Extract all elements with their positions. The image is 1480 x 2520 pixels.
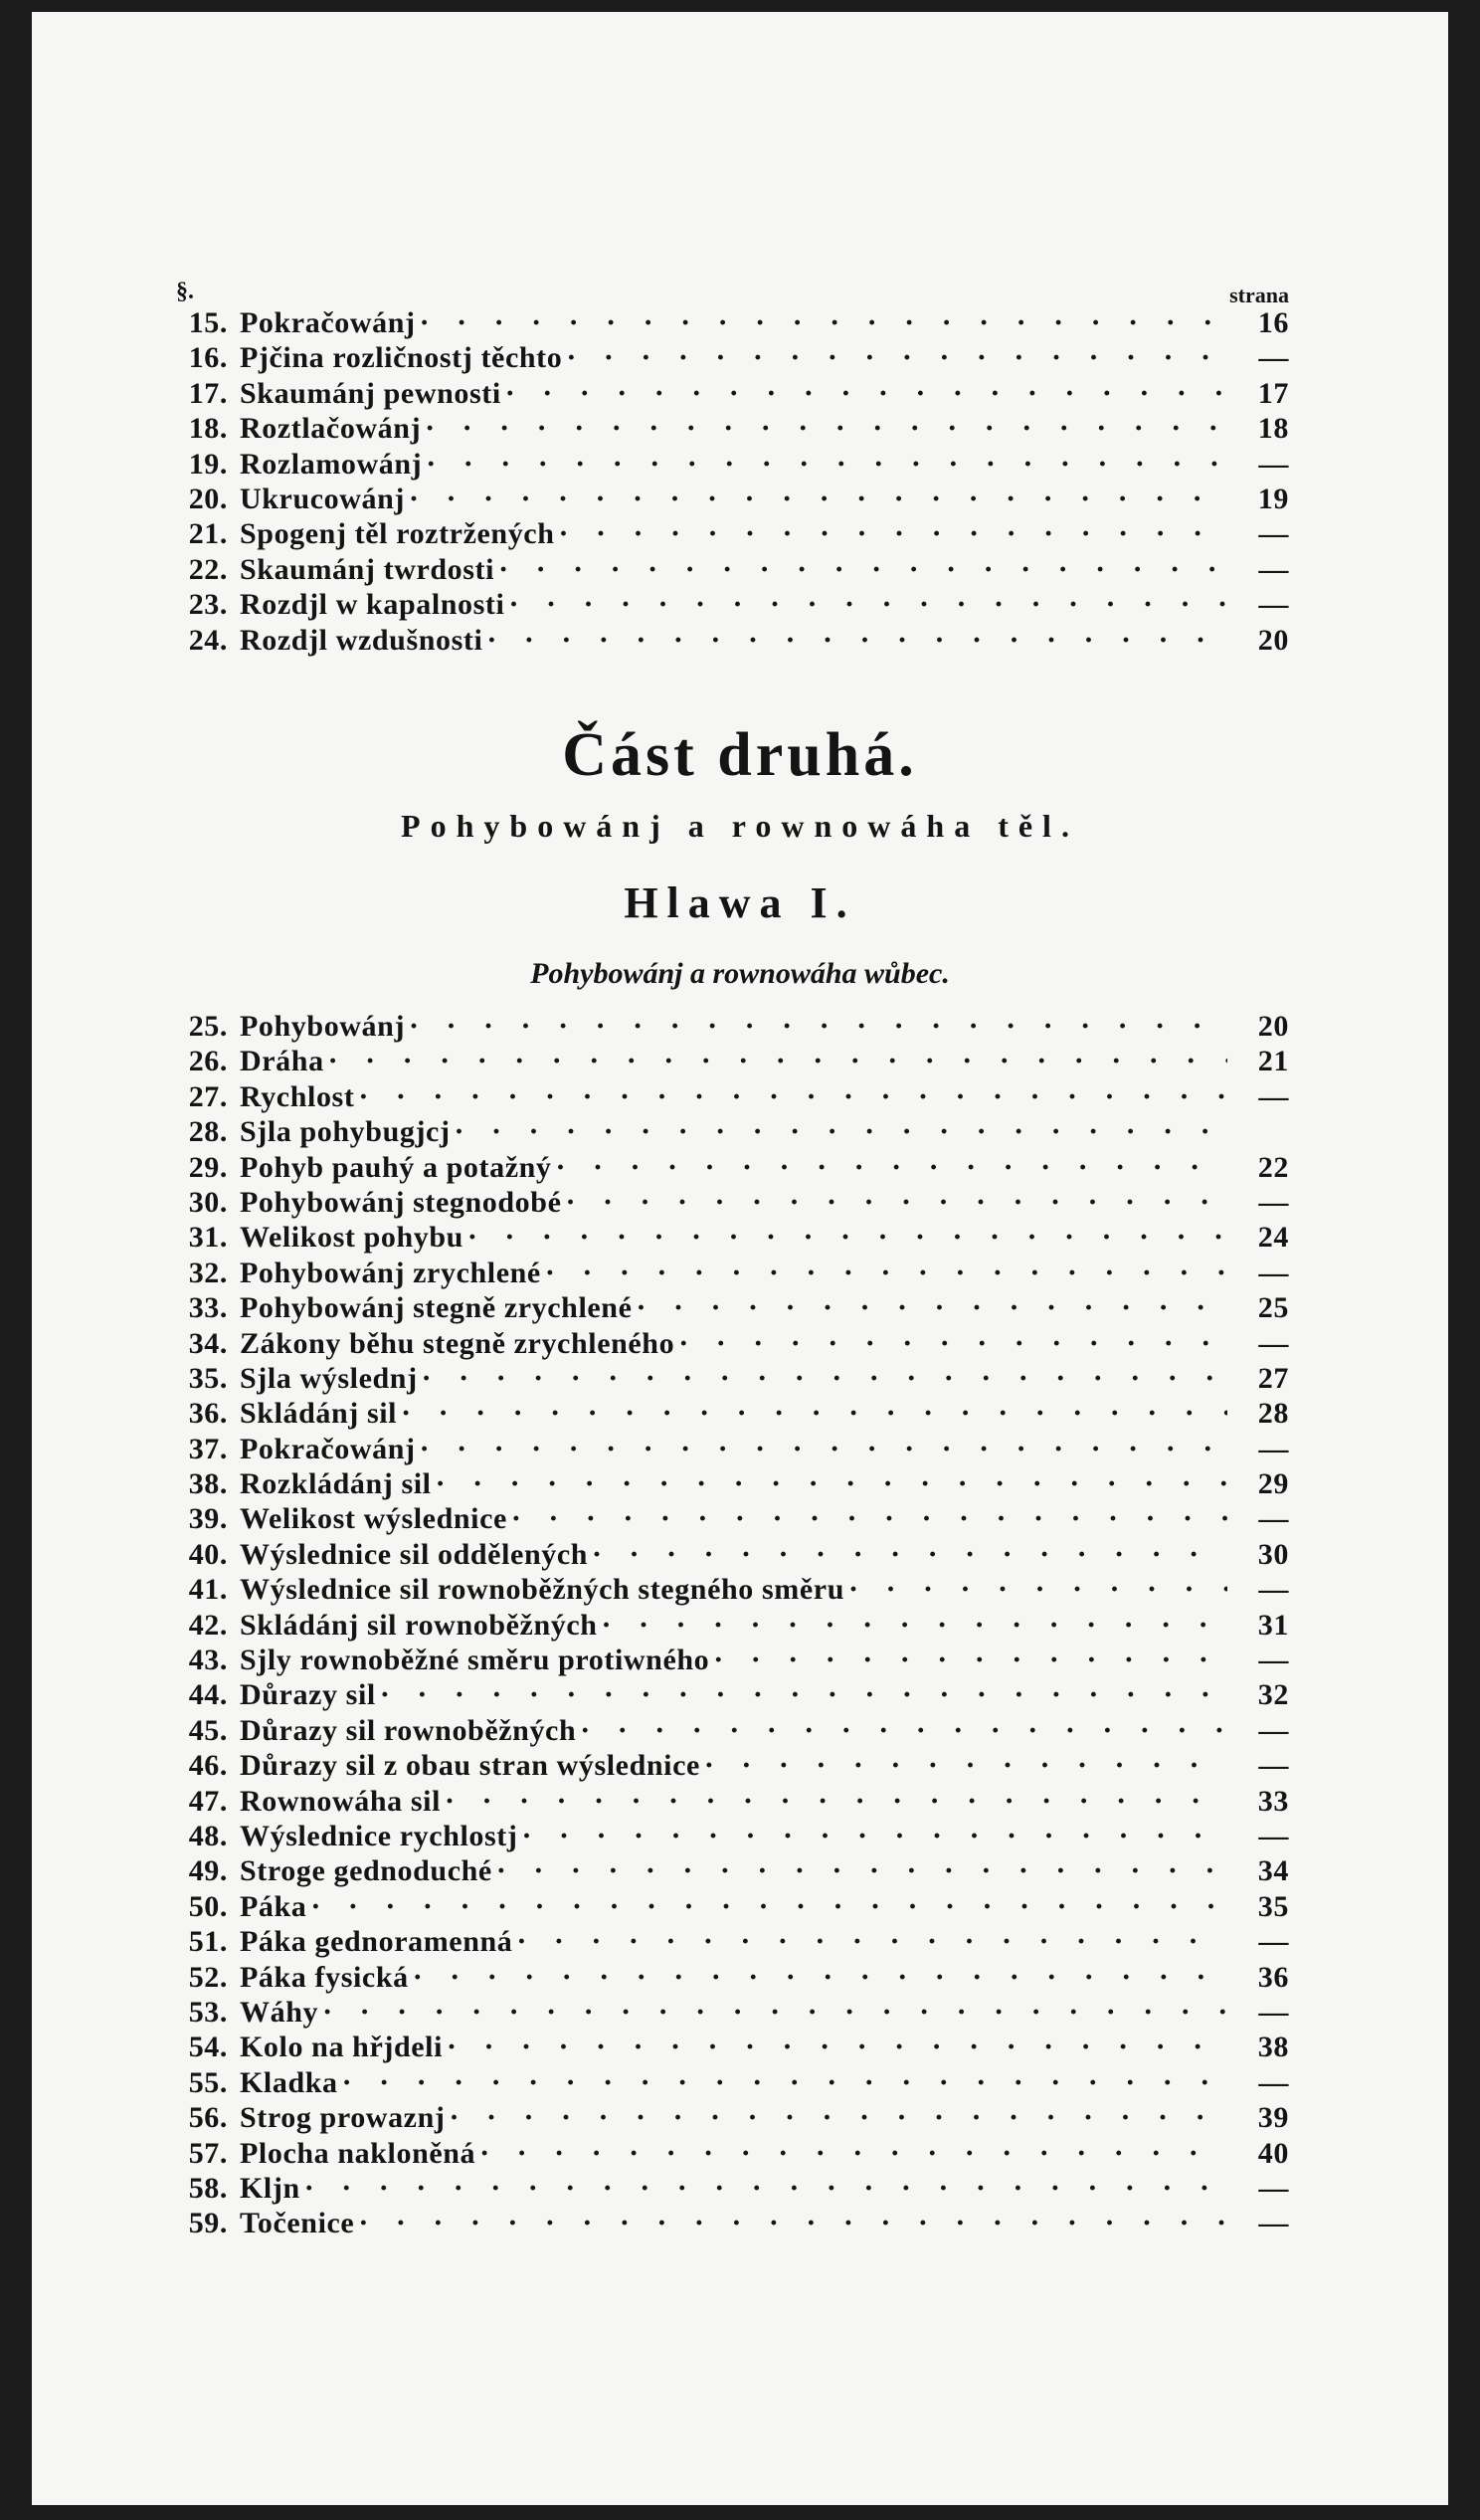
entry-number: 20.: [188, 482, 228, 515]
entry-title: Rychlost: [240, 1079, 355, 1113]
entry-page: —: [1258, 1925, 1289, 1959]
toc-entry: [158, 553, 1297, 588]
book-page: [32, 12, 1448, 2505]
toc-entry: [158, 1785, 1297, 1820]
entry-title: Kladka: [240, 2065, 338, 2099]
dot-leader: [576, 1714, 1227, 1748]
entry-page: —: [1258, 1573, 1289, 1607]
entry-number: 31.: [188, 1221, 228, 1255]
entry-page: —: [1258, 1326, 1289, 1360]
entry-title: Páka fysická: [240, 1960, 409, 1994]
chapter-subtitle: Pohybowánj a rownowáha wůbec.: [530, 957, 950, 990]
toc-entry: [158, 1151, 1297, 1186]
chapter-title: Hlawa I.: [624, 878, 856, 927]
entry-number: 37.: [188, 1432, 228, 1465]
entry-page: 18: [1257, 412, 1289, 446]
entry-page: —: [1258, 1995, 1289, 2029]
entry-number: 36.: [188, 1397, 228, 1431]
part-subtitle: Pohybowánj a rownowáha těl.: [401, 808, 1079, 844]
toc-entry: [158, 483, 1297, 517]
entry-title: Důrazy sil rownoběžných: [240, 1713, 577, 1747]
entry-page: 38: [1257, 2031, 1289, 2064]
toc-entry: [158, 2101, 1297, 2136]
entry-page: —: [1258, 552, 1289, 586]
entry-number: 27.: [188, 1079, 228, 1113]
toc-entry: [158, 1538, 1297, 1573]
entry-title: Pohyb pauhý a potažný: [240, 1150, 552, 1184]
entry-title: Skládánj sil: [240, 1397, 398, 1431]
entry-page: —: [1258, 1432, 1289, 1465]
toc-entry: [158, 412, 1297, 447]
entry-number: 38.: [188, 1467, 228, 1501]
toc-entry: [158, 1996, 1297, 2031]
toc-entry: [158, 1433, 1297, 1467]
toc-entry: [158, 1327, 1297, 1362]
toc-top-list: [158, 279, 1297, 659]
entry-title: Rozdjl w kapalnosti: [240, 588, 505, 622]
entry-number: 46.: [188, 1749, 228, 1783]
toc-entry: [158, 2137, 1297, 2172]
dot-leader: [512, 1925, 1227, 1959]
entry-title: Sjla pohybugjcj: [240, 1115, 451, 1149]
entry-number: 44.: [188, 1678, 228, 1712]
entry-title: Pohybowánj stegně zrychlené: [240, 1291, 633, 1325]
entry-page: —: [1258, 1819, 1289, 1852]
entry-title: Pokračowánj: [240, 306, 416, 339]
entry-title: Welikost pohybu: [240, 1221, 463, 1255]
entry-number: 58.: [188, 2171, 228, 2205]
dot-leader: [318, 1996, 1227, 2030]
dot-leader: [405, 483, 1227, 516]
entry-number: 22.: [188, 552, 228, 586]
toc-entry: [158, 1080, 1297, 1115]
entry-number: 35.: [188, 1361, 228, 1395]
toc-entry: [158, 1291, 1297, 1326]
entry-number: 34.: [188, 1326, 228, 1360]
entry-title: Wáhy: [240, 1995, 319, 2029]
entry-number: 52.: [188, 1960, 228, 1994]
toc-entry: [158, 1115, 1297, 1150]
toc-entry: [158, 1186, 1297, 1221]
dot-leader: [504, 588, 1227, 622]
entry-title: Ukrucowánj: [240, 482, 406, 515]
entry-title: Skaumánj twrdosti: [240, 552, 495, 586]
dot-leader: [421, 412, 1227, 446]
dot-leader: [633, 1291, 1228, 1325]
entry-title: Pjčina rozličnostj těchto: [240, 341, 563, 375]
toc-entry: [158, 377, 1297, 412]
entry-page: —: [1258, 588, 1289, 622]
dot-leader: [463, 1221, 1227, 1255]
toc-bottom-list: [158, 1010, 1297, 2242]
entry-page: 33: [1257, 1784, 1289, 1818]
toc-entry: [158, 1854, 1297, 1889]
entry-title: Kljn: [240, 2171, 300, 2205]
toc-entry: [158, 1609, 1297, 1644]
entry-title: Pokračowánj: [240, 1432, 416, 1465]
entry-page: 39: [1257, 2101, 1289, 2135]
dot-leader: [445, 2101, 1227, 2135]
entry-page: —: [1258, 341, 1289, 375]
toc-entry: [158, 448, 1297, 483]
entry-number: 19.: [188, 447, 228, 481]
entry-title: Páka: [240, 1889, 307, 1923]
entry-page: 16: [1257, 306, 1289, 339]
toc-entry: [158, 1749, 1297, 1784]
entry-number: 17.: [188, 376, 228, 410]
toc-entry: [158, 2172, 1297, 2207]
entry-number: 24.: [188, 623, 228, 657]
toc-column-header: [158, 279, 1297, 306]
entry-page: 29: [1257, 1467, 1289, 1501]
entry-title: Welikost wýslednice: [240, 1502, 507, 1536]
dot-leader: [416, 1433, 1227, 1466]
dot-leader: [507, 1502, 1227, 1536]
entry-number: 49.: [188, 1854, 228, 1888]
dot-leader: [674, 1327, 1227, 1361]
entry-title: Pohybowánj: [240, 1010, 406, 1043]
toc-entry: [158, 1502, 1297, 1537]
toc-entry: [158, 2066, 1297, 2101]
toc-entry: [158, 1961, 1297, 1996]
part-title: Část druhá.: [562, 721, 918, 789]
dot-leader: [475, 2137, 1227, 2171]
entry-page: 17: [1257, 376, 1289, 410]
entry-page: —: [1258, 2171, 1289, 2205]
entry-title: Wýslednice sil oddělených: [240, 1537, 589, 1571]
entry-title: Zákony běhu stegně zrychleného: [240, 1326, 675, 1360]
entry-page: —: [1258, 2065, 1289, 2099]
entry-page: 24: [1257, 1221, 1289, 1255]
entry-number: 32.: [188, 1256, 228, 1289]
entry-page: —: [1258, 1749, 1289, 1783]
dot-leader: [844, 1573, 1227, 1607]
entry-title: Roztlačowánj: [240, 412, 422, 446]
toc-entry: [158, 1045, 1297, 1079]
entry-page: 28: [1257, 1397, 1289, 1431]
toc-entry: [158, 1362, 1297, 1397]
entry-number: 16.: [188, 341, 228, 375]
dot-leader: [432, 1467, 1227, 1501]
dot-leader: [517, 1820, 1227, 1853]
entry-number: 26.: [188, 1045, 228, 1078]
entry-number: 56.: [188, 2101, 228, 2135]
entry-title: Důrazy sil: [240, 1678, 376, 1712]
dot-leader: [562, 341, 1227, 375]
entry-number: 51.: [188, 1925, 228, 1959]
entry-page: —: [1258, 1713, 1289, 1747]
entry-title: Spogenj těl roztržených: [240, 517, 555, 551]
entry-number: 25.: [188, 1010, 228, 1043]
entry-page: 40: [1257, 2136, 1289, 2170]
section-symbol: §.: [176, 279, 194, 304]
dot-leader: [492, 1854, 1227, 1888]
entry-number: 50.: [188, 1889, 228, 1923]
entry-title: Skládánj sil rownoběžných: [240, 1608, 598, 1642]
dot-leader: [598, 1609, 1227, 1643]
toc-entry: [158, 1397, 1297, 1432]
toc-entry: [158, 341, 1297, 376]
entry-title: Rozkládánj sil: [240, 1467, 432, 1501]
toc-entry: [158, 2031, 1297, 2065]
dot-leader: [409, 1961, 1227, 1995]
entry-title: Pohybowánj zrychlené: [240, 1256, 541, 1289]
entry-number: 59.: [188, 2207, 228, 2240]
dot-leader: [376, 1678, 1227, 1712]
entry-page: 35: [1257, 1889, 1289, 1923]
entry-page: —: [1258, 1079, 1289, 1113]
dot-leader: [561, 1186, 1227, 1220]
dot-leader: [501, 377, 1227, 411]
toc-entry: [158, 306, 1297, 341]
toc-entry: [158, 1467, 1297, 1502]
entry-title: Strog prowaznj: [240, 2101, 446, 2135]
entry-page: 31: [1257, 1608, 1289, 1642]
dot-leader: [441, 1785, 1227, 1819]
entry-title: Stroge gednoduché: [240, 1854, 492, 1888]
entry-page: —: [1258, 1502, 1289, 1536]
entry-title: Dráha: [240, 1045, 324, 1078]
entry-number: 39.: [188, 1502, 228, 1536]
entry-number: 53.: [188, 1995, 228, 2029]
entry-number: 57.: [188, 2136, 228, 2170]
entry-number: 54.: [188, 2031, 228, 2064]
entry-number: 29.: [188, 1150, 228, 1184]
entry-number: 42.: [188, 1608, 228, 1642]
entry-page: 20: [1257, 623, 1289, 657]
entry-title: Wýslednice rychlostj: [240, 1819, 518, 1852]
entry-page: —: [1258, 1644, 1289, 1677]
entry-page: —: [1258, 2207, 1289, 2240]
entry-number: 21.: [188, 517, 228, 551]
entry-title: Sjla wýslednj: [240, 1361, 418, 1395]
entry-page: 22: [1257, 1150, 1289, 1184]
toc-entry: [158, 1925, 1297, 1960]
dot-leader: [422, 448, 1227, 482]
dot-leader: [324, 1045, 1227, 1078]
entry-title: Plocha nakloněná: [240, 2136, 476, 2170]
entry-title: Rownowáha sil: [240, 1784, 442, 1818]
entry-number: 18.: [188, 412, 228, 446]
entry-title: Wýslednice sil rownoběžných stegného směru: [240, 1573, 844, 1607]
dot-leader: [418, 1362, 1227, 1396]
toc-entry: [158, 1644, 1297, 1678]
entry-number: 23.: [188, 588, 228, 622]
toc-entry: [158, 1221, 1297, 1256]
entry-page: —: [1258, 1185, 1289, 1219]
entry-page: 27: [1257, 1361, 1289, 1395]
dot-leader: [397, 1397, 1227, 1431]
entry-page: 32: [1257, 1678, 1289, 1712]
dot-leader: [443, 2031, 1227, 2064]
toc-entry: [158, 1714, 1297, 1749]
entry-number: 45.: [188, 1713, 228, 1747]
entry-number: 30.: [188, 1185, 228, 1219]
entry-number: 15.: [188, 306, 228, 339]
entry-number: 55.: [188, 2065, 228, 2099]
toc-entry: [158, 1678, 1297, 1713]
entry-number: 43.: [188, 1644, 228, 1677]
entry-page: —: [1258, 517, 1289, 551]
toc-entry: [158, 624, 1297, 659]
dot-leader: [700, 1749, 1227, 1783]
entry-title: Rozlamowánj: [240, 447, 423, 481]
entry-number: 28.: [188, 1115, 228, 1149]
toc-entry: [158, 1890, 1297, 1925]
entry-page: 20: [1257, 1010, 1289, 1043]
dot-leader: [416, 306, 1227, 340]
dot-leader: [555, 517, 1227, 551]
entry-title: Páka gednoramenná: [240, 1925, 513, 1959]
entry-page: 25: [1257, 1291, 1289, 1325]
dot-leader: [482, 624, 1227, 658]
entry-number: 41.: [188, 1573, 228, 1607]
entry-page: 36: [1257, 1960, 1289, 1994]
dot-leader: [338, 2066, 1227, 2100]
entry-page: —: [1258, 447, 1289, 481]
dot-leader: [541, 1257, 1227, 1290]
entry-number: 48.: [188, 1819, 228, 1852]
toc-entry: [158, 588, 1297, 623]
dot-leader: [494, 553, 1227, 587]
entry-title: Točenice: [240, 2207, 355, 2240]
entry-page: —: [1258, 1256, 1289, 1289]
dot-leader: [354, 1080, 1227, 1114]
dot-leader: [552, 1151, 1227, 1185]
entry-title: Kolo na hřjdeli: [240, 2031, 444, 2064]
entry-title: Pohybowánj stegnodobé: [240, 1185, 562, 1219]
dot-leader: [300, 2172, 1227, 2206]
entry-title: Sjly rownoběžné směru protiwného: [240, 1644, 710, 1677]
entry-title: Důrazy sil z obau stran wýslednice: [240, 1749, 700, 1783]
toc-entry: [158, 517, 1297, 552]
entry-number: 33.: [188, 1291, 228, 1325]
dot-leader: [306, 1890, 1227, 1924]
toc-entry: [158, 1257, 1297, 1291]
dot-leader: [588, 1538, 1227, 1572]
page-column-label: strana: [1229, 283, 1289, 307]
entry-number: 47.: [188, 1784, 228, 1818]
entry-page: 19: [1257, 482, 1289, 515]
toc-entry: [158, 2207, 1297, 2241]
entry-title: Skaumánj pewnosti: [240, 376, 501, 410]
entry-title: Rozdjl wzdušnosti: [240, 623, 483, 657]
entry-page: 34: [1257, 1854, 1289, 1888]
dot-leader: [354, 2207, 1227, 2240]
toc-entry: [158, 1573, 1297, 1608]
entry-page: 30: [1257, 1537, 1289, 1571]
entry-number: 40.: [188, 1537, 228, 1571]
toc-entry: [158, 1010, 1297, 1045]
dot-leader: [405, 1010, 1227, 1044]
dot-leader: [451, 1115, 1227, 1149]
entry-page: 21: [1257, 1045, 1289, 1078]
dot-leader: [709, 1644, 1227, 1677]
toc-entry: [158, 1820, 1297, 1854]
